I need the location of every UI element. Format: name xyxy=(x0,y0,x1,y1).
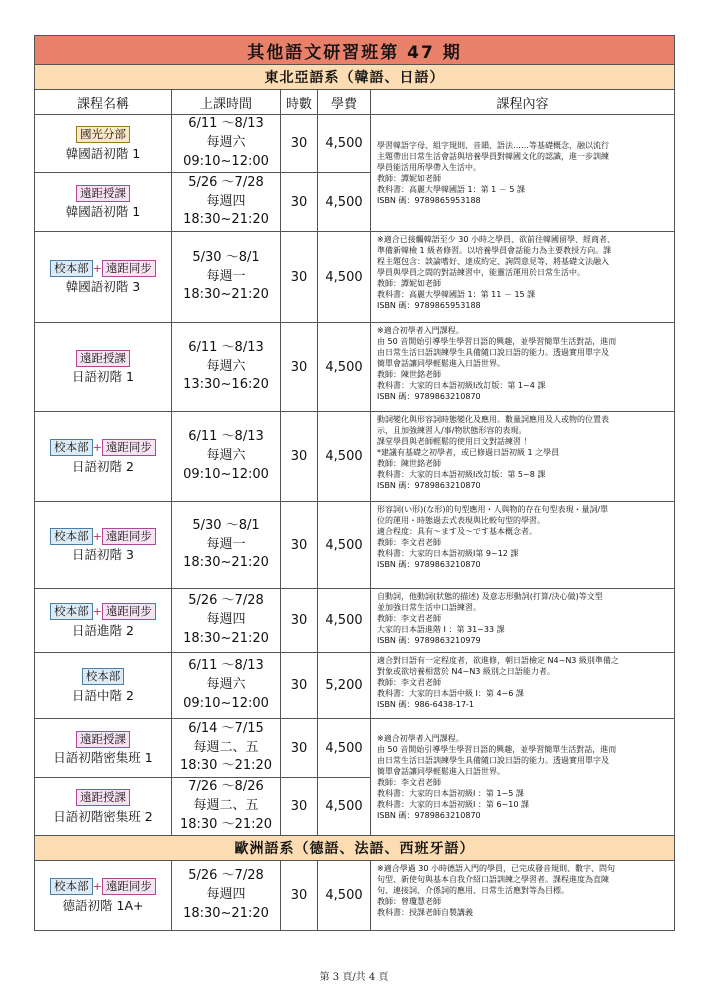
content-line: *建議有基礎之初學者，或已修過日語初級 1 之學員 xyxy=(377,448,560,458)
course-name: 日語進階 2 xyxy=(72,622,134,638)
tag-plus: + xyxy=(92,605,102,619)
date-range: 6/11 ～8/13 xyxy=(188,339,264,355)
hours-cell: 30 xyxy=(281,412,318,502)
location-tag-remote-sync: 遠距同步 xyxy=(102,260,156,277)
table-row xyxy=(35,412,675,502)
table-row xyxy=(35,232,675,323)
date-range: 6/11 ～8/13 xyxy=(188,116,264,132)
content-line: 學員與學員之間的對話練習中，能靈活運用於日常生活中。 xyxy=(377,268,585,278)
content-line: 由 50 音開始引導學生學習日語的興趣，並學習簡單生活對話，進而 xyxy=(377,337,617,347)
date-range: 5/26 ～7/28 xyxy=(188,593,264,609)
date-range: 6/11 ～8/13 xyxy=(188,658,264,674)
content-line: 程主題包含：談論嗜好、達成約定、詢問意見等，將基礎文法融入 xyxy=(377,257,609,267)
isbn-line: ISBN 碼：9789863210870 xyxy=(377,811,481,821)
teacher-line: 教師：李文君老師 xyxy=(377,778,441,787)
fee-cell: 4,500 xyxy=(318,323,371,412)
header-fee: 學費 xyxy=(318,90,371,115)
location-tag-campus: 校本部 xyxy=(50,603,93,620)
location-tag-remote-sync: 遠距同步 xyxy=(102,603,156,620)
course-name-cell xyxy=(35,412,172,502)
time-range: 18:30 ～21:20 xyxy=(179,758,273,774)
date-range: 5/30 ～8/1 xyxy=(192,517,260,533)
teacher-line: 教師：曾瓊慧老師 xyxy=(377,897,441,907)
date-range: 6/14 ～7/15 xyxy=(188,720,264,736)
class-time-cell xyxy=(172,589,281,653)
class-time-cell xyxy=(172,653,281,719)
date-range: 5/26 ～7/28 xyxy=(188,868,264,884)
content-line: 主題帶出日常生活會話與培養學員對韓國文化的認識，進一步訓練 xyxy=(377,151,609,161)
course-name-cell xyxy=(35,861,172,931)
teacher-line: 教師：譚妮如老師 xyxy=(377,174,441,183)
location-tag-remote: 遠距授課 xyxy=(76,185,130,202)
course-name: 日語初階 1 xyxy=(72,369,134,384)
date-range: 5/26 ～7/28 xyxy=(188,174,264,190)
textbook-line: 教科書：高麗大學韓國語 1：第 1 － 5 課 xyxy=(377,185,525,195)
content-cell xyxy=(371,653,675,719)
content-line: 簡單會話讓同學輕鬆進入日語世界。 xyxy=(377,359,505,369)
fee-cell: 4,500 xyxy=(318,412,371,502)
course-name: 日語初階 3 xyxy=(72,547,134,562)
fee-cell: 4,500 xyxy=(318,115,371,173)
location-tag-campus: 校本部 xyxy=(50,439,93,456)
content-cell xyxy=(371,502,675,589)
header-content: 課程內容 xyxy=(371,90,675,115)
textbook-line: 教科書：高麗大學韓國語 1：第 11 － 15 課 xyxy=(377,290,536,300)
content-line: ※適合已接觸韓語至少 30 小時之學員、欲前往韓國留學、經商者、 xyxy=(377,235,615,244)
textbook-line: 教科書：大家的日本語初級Ⅰ改訂版：第 1~4 課 xyxy=(377,381,546,391)
fee-cell: 4,500 xyxy=(318,861,371,931)
content-line: 由 50 音開始引導學生學習日語的興趣，並學習簡單生活對話，進而 xyxy=(377,744,617,754)
location-tag-remote-sync: 遠距同步 xyxy=(102,439,156,456)
location-tag-campus: 校本部 xyxy=(82,668,125,685)
time-range: 09:10~12:00 xyxy=(183,153,269,169)
location-tag-remote-sync: 遠距同步 xyxy=(102,878,156,895)
course-name: 日語初階密集班 2 xyxy=(53,808,153,824)
content-cell xyxy=(371,115,675,232)
time-range: 13:30~16:20 xyxy=(183,377,269,393)
weekday: 每週六 xyxy=(206,448,246,464)
location-tag-campus: 校本部 xyxy=(50,528,93,545)
content-line: 課堂學員與老師輕鬆的使用日文對話練習 ！ xyxy=(377,437,532,447)
header-hours: 時數 xyxy=(281,90,318,115)
weekday: 每週一 xyxy=(206,268,246,284)
weekday: 每週二、五 xyxy=(193,739,259,755)
hours-cell: 30 xyxy=(281,778,318,836)
teacher-line: 教師：李文君老師 xyxy=(377,614,441,624)
teacher-line: 教師：陳世銘老師 xyxy=(377,459,441,469)
isbn-line: ISBN 碼：9789865953188 xyxy=(377,196,481,206)
weekday: 每週六 xyxy=(206,135,246,151)
course-name-cell xyxy=(35,323,172,412)
class-time-cell xyxy=(172,232,281,323)
textbook-line: 教科書：授課老師自製講義 xyxy=(377,908,473,918)
hours-cell: 30 xyxy=(281,719,318,778)
location-tag-remote-sync: 遠距同步 xyxy=(102,528,156,545)
content-line: 由日常生活日語訓練學生具備隨口說日語的能力。透過實用單字及 xyxy=(377,348,609,358)
course-name: 韓國語初階 1 xyxy=(65,145,141,161)
hours-cell: 30 xyxy=(281,115,318,173)
time-range: 18:30~21:20 xyxy=(183,212,269,228)
course-name-cell xyxy=(35,653,172,719)
content-line: 對象或欲培養相當於 N4~N3 級別之日語能力者。 xyxy=(377,667,555,677)
content-line: 句、連接詞、介係詞的應用、日常生活應對等為目標。 xyxy=(377,886,569,896)
course-name-cell xyxy=(35,589,172,653)
teacher-line: 教師：陳世銘老師 xyxy=(377,370,441,380)
hours-cell: 30 xyxy=(281,589,318,653)
section-title-east-asian: 東北亞語系（韓語、日語） xyxy=(35,65,675,90)
location-tag-remote: 遠距授課 xyxy=(76,731,130,748)
hours-cell: 30 xyxy=(281,861,318,931)
content-line: 由日常生活日語訓練學生具備隨口說日語的能力。透過實用單字及 xyxy=(377,755,609,765)
content-cell xyxy=(371,323,675,412)
hours-cell: 30 xyxy=(281,502,318,589)
section-row-european xyxy=(35,836,675,861)
isbn-line: ISBN 碼：9789863210979 xyxy=(377,636,481,646)
isbn-line: ISBN 碼：9789865953188 xyxy=(377,301,481,311)
course-name-cell xyxy=(35,115,172,173)
date-range: 7/26 ～8/26 xyxy=(188,779,264,795)
course-name: 韓國語初階 3 xyxy=(65,279,141,294)
isbn-line: ISBN 碼：986-6438-17-1 xyxy=(377,700,475,710)
page-number: 第 3 頁/共 4 頁 xyxy=(319,972,389,983)
time-range: 18:30~21:20 xyxy=(183,555,269,571)
course-name: 日語初階密集班 1 xyxy=(53,750,153,765)
course-name: 韓國語初階 1 xyxy=(65,204,141,219)
header-class-time: 上課時間 xyxy=(172,90,281,115)
table-row xyxy=(35,719,675,778)
table-row xyxy=(35,323,675,412)
fee-cell: 4,500 xyxy=(318,173,371,232)
content-cell xyxy=(371,232,675,323)
class-time-cell xyxy=(172,861,281,931)
textbook-line: 教科書：大家的日本語中級 Ⅰ：第 4~6 課 xyxy=(377,689,524,699)
tag-plus: + xyxy=(92,880,102,894)
time-range: 09:10~12:00 xyxy=(183,466,269,482)
location-tag-campus: 校本部 xyxy=(50,878,93,895)
isbn-line: ISBN 碼：9789863210870 xyxy=(377,481,481,491)
time-range: 18:30~21:20 xyxy=(183,287,269,303)
isbn-line: ISBN 碼：9789863210870 xyxy=(377,560,481,570)
teacher-line: 教師：李文君老師 xyxy=(377,538,441,548)
time-range: 18:30 ～21:20 xyxy=(179,816,273,832)
class-time-cell xyxy=(172,719,281,778)
fee-cell: 5,200 xyxy=(318,653,371,719)
date-range: 5/30 ～8/1 xyxy=(192,249,260,265)
content-cell xyxy=(371,589,675,653)
class-time-cell xyxy=(172,412,281,502)
course-name: 日語中階 2 xyxy=(72,687,134,703)
content-line: 句型、新使句與基本自我介紹口語訓練之學習者。課程進度為直陳 xyxy=(377,875,609,885)
content-line: 並加強日常生活中口語練習。 xyxy=(377,603,481,613)
section-title-european: 歐洲語系（德語、法語、西班牙語） xyxy=(35,836,675,861)
tag-plus: + xyxy=(92,529,102,543)
class-time-cell xyxy=(172,115,281,173)
textbook-line: 教科書：大家的日本語初級Ⅰ ：第 1~5 課 xyxy=(377,789,524,799)
content-line: 適合程度：具有～ます及～です基本概念者。 xyxy=(377,527,537,537)
textbook-line: 大家的日本語進階 Ⅰ ：第 31~33 課 xyxy=(377,625,505,635)
course-name-cell xyxy=(35,778,172,836)
fee-cell: 4,500 xyxy=(318,232,371,323)
textbook-line: 教科書：大家的日本語初級Ⅰ第 9~12 課 xyxy=(377,549,519,559)
weekday: 每週六 xyxy=(206,677,246,693)
content-line: 準備新韓檢 1 級者修習。以培養學員會話能力為主要教授方向。課 xyxy=(377,246,612,256)
table-row xyxy=(35,115,675,173)
location-tag-campus: 校本部 xyxy=(50,260,93,277)
hours-cell: 30 xyxy=(281,323,318,412)
content-cell xyxy=(371,719,675,836)
time-range: 18:30~21:20 xyxy=(183,905,269,921)
textbook-line: 教科書：大家的日本語初級Ⅰ改訂版：第 5~8 課 xyxy=(377,470,546,480)
content-cell xyxy=(371,861,675,931)
content-line: 學習韓語字母、組字規則、音韻、語法……等基礎概念，融以流行 xyxy=(377,140,609,150)
table-row xyxy=(35,653,675,719)
course-name-cell xyxy=(35,173,172,232)
section-row-east-asian xyxy=(35,65,675,90)
course-name-cell xyxy=(35,502,172,589)
location-tag-branch: 國光分部 xyxy=(76,126,130,143)
fee-cell: 4,500 xyxy=(318,719,371,778)
content-line: ※適合初學者入門課程。 xyxy=(377,733,464,743)
isbn-line: ISBN 碼：9789863210870 xyxy=(377,392,481,402)
title-row xyxy=(35,36,675,65)
header-row xyxy=(35,90,675,115)
table-row xyxy=(35,502,675,589)
fee-cell: 4,500 xyxy=(318,778,371,836)
location-tag-remote: 遠距授課 xyxy=(76,350,130,367)
class-time-cell xyxy=(172,323,281,412)
date-range: 6/11 ～8/13 xyxy=(188,429,264,445)
fee-cell: 4,500 xyxy=(318,589,371,653)
hours-cell: 30 xyxy=(281,653,318,719)
class-time-cell xyxy=(172,502,281,589)
class-time-cell xyxy=(172,173,281,232)
content-line: 適合對日語有一定程度者，欲進修，朝日語檢定 N4~N3 級別準備之 xyxy=(377,656,619,665)
content-cell xyxy=(371,412,675,502)
weekday: 每週六 xyxy=(206,358,246,374)
content-line: 自動詞，他動詞(狀態的描述) 及意志形動詞(打算/決心做)等文型 xyxy=(377,592,603,601)
textbook-line: 教科書：大家的日本語初級Ⅰ ：第 6~10 課 xyxy=(377,800,529,810)
course-name-cell xyxy=(35,719,172,778)
teacher-line: 教師：李文君老師 xyxy=(377,678,441,688)
location-tag-remote: 遠距授課 xyxy=(76,789,130,806)
hours-cell: 30 xyxy=(281,173,318,232)
weekday: 每週四 xyxy=(206,612,246,628)
course-name: 日語初階 2 xyxy=(72,458,134,474)
hours-cell: 30 xyxy=(281,232,318,323)
course-name: 德語初階 1A+ xyxy=(62,897,144,913)
teacher-line: 教師：譚妮如老師 xyxy=(377,279,441,289)
table-row xyxy=(35,861,675,931)
weekday: 每週二、五 xyxy=(193,798,259,814)
content-line: 簡單會話讓同學輕鬆進入日語世界。 xyxy=(377,766,505,776)
course-name-cell xyxy=(35,232,172,323)
content-line: 學員能活用所學帶入生活中。 xyxy=(377,162,481,172)
content-line: ※適合學過 30 小時德語入門的學員，已完成發音規則、數字、問句 xyxy=(377,864,615,873)
content-line: 示，且加強練習人/事/物狀態形容的表現。 xyxy=(377,426,527,436)
weekday: 每週四 xyxy=(206,193,246,209)
content-line: ※適合初學者入門課程。 xyxy=(377,326,464,335)
weekday: 每週四 xyxy=(206,887,246,903)
page-title: 其他語文研習班第 47 期 xyxy=(35,36,675,65)
content-line: 動詞變化與形容詞時態變化及應用。數量詞應用及人或物的位置表 xyxy=(377,415,609,424)
table-row xyxy=(35,589,675,653)
weekday: 每週一 xyxy=(206,536,246,552)
tag-plus: + xyxy=(92,441,102,455)
header-course-name: 課程名稱 xyxy=(35,90,172,115)
time-range: 18:30~21:20 xyxy=(183,630,269,646)
content-line: 形容詞(い形)(な形)的句型應用・人與物的存在句型表現・量詞/單 xyxy=(377,505,609,514)
time-range: 09:10~12:00 xyxy=(183,695,269,711)
tag-plus: + xyxy=(92,261,102,275)
fee-cell: 4,500 xyxy=(318,502,371,589)
course-schedule-table xyxy=(34,35,675,931)
class-time-cell xyxy=(172,778,281,836)
content-line: 位的運用・時態過去式表現與比較句型的學習。 xyxy=(377,516,545,526)
